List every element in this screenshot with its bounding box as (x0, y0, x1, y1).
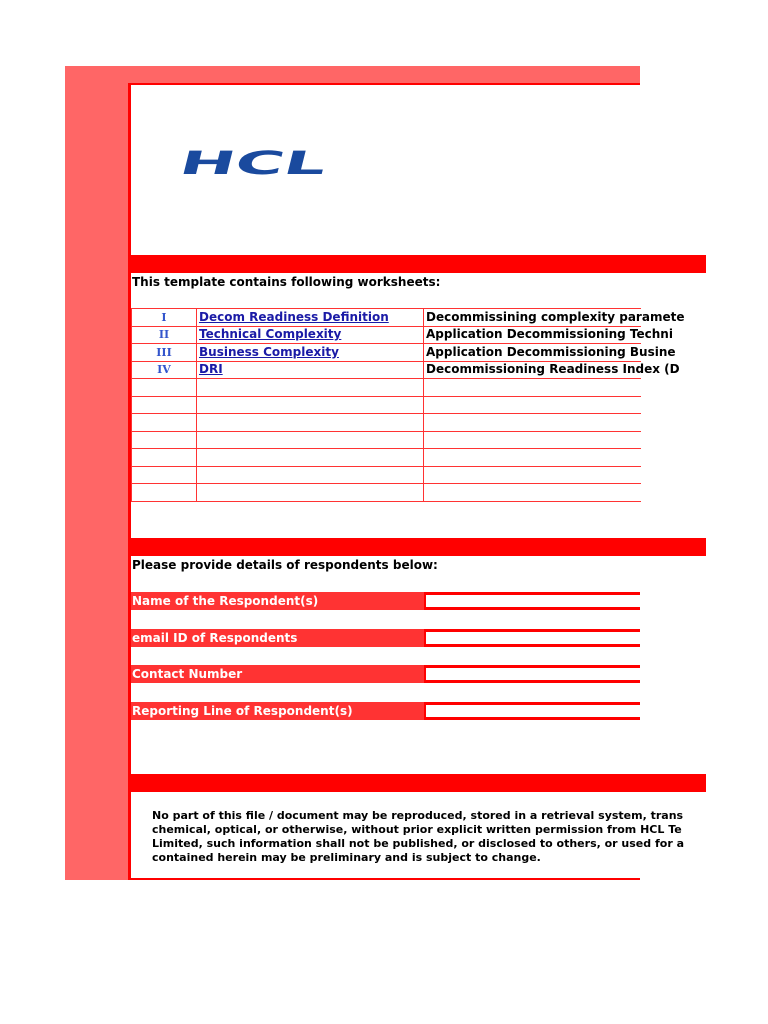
table-row (132, 431, 641, 449)
empty-cell[interactable] (424, 379, 641, 397)
worksheet-link-technical-complexity[interactable]: Technical Complexity (197, 326, 424, 344)
empty-cell[interactable] (132, 396, 197, 414)
empty-cell[interactable] (197, 449, 424, 467)
respondent-reporting-line-label: Reporting Line of Respondent(s) (131, 702, 424, 720)
empty-cell[interactable] (132, 466, 197, 484)
empty-cell[interactable] (197, 379, 424, 397)
worksheet-number: IV (132, 361, 197, 379)
table-row (132, 414, 641, 432)
table-row (132, 396, 641, 414)
worksheets-intro: This template contains following worksheets: (132, 275, 441, 289)
worksheet-link-decom-readiness[interactable]: Decom Readiness Definition (197, 309, 424, 327)
respondent-contact-input[interactable] (424, 665, 640, 683)
section-band-1 (131, 255, 706, 273)
empty-cell[interactable] (424, 414, 641, 432)
empty-cell[interactable] (132, 484, 197, 502)
respondents-intro: Please provide details of respondents below: (132, 558, 438, 572)
worksheet-link-business-complexity[interactable]: Business Complexity (197, 344, 424, 362)
table-row (132, 344, 641, 362)
table-row (132, 361, 641, 379)
worksheet-number: III (132, 344, 197, 362)
section-band-3 (131, 774, 706, 792)
worksheet-table (131, 308, 685, 502)
worksheet-number: I (132, 309, 197, 327)
worksheet-description: Application Decommissioning Techni (424, 326, 641, 344)
table-row (132, 309, 641, 327)
sheet-bottom-border (128, 878, 640, 880)
empty-cell[interactable] (132, 431, 197, 449)
table-row (132, 484, 641, 502)
empty-cell[interactable] (132, 449, 197, 467)
disclaimer-text: No part of this file / document may be reproduced, stored in a retrieval system, trans chemical, optical, or otherwise, without prior explicit written permission from HCL Te Limited, such information shall not be published, or disclosed to others, or used for a contained herein may be preliminary and is subject to change. (152, 809, 684, 864)
empty-cell[interactable] (197, 431, 424, 449)
respondent-email-input[interactable] (424, 629, 640, 647)
worksheet-number: II (132, 326, 197, 344)
empty-cell[interactable] (197, 396, 424, 414)
empty-cell[interactable] (197, 484, 424, 502)
empty-cell[interactable] (424, 484, 641, 502)
table-row (132, 449, 641, 467)
respondent-contact-label: Contact Number (131, 665, 424, 683)
empty-cell[interactable] (132, 379, 197, 397)
worksheet-description: Decommissioning Readiness Index (D (424, 361, 641, 379)
empty-cell[interactable] (132, 414, 197, 432)
empty-cell[interactable] (424, 396, 641, 414)
empty-cell[interactable] (424, 431, 641, 449)
table-row (132, 379, 641, 397)
empty-cell[interactable] (197, 414, 424, 432)
hcl-logo (175, 144, 330, 182)
hcl-logo-text: HCL (175, 144, 256, 182)
respondent-name-label: Name of the Respondent(s) (131, 592, 424, 610)
respondent-name-input[interactable] (424, 592, 640, 610)
respondent-email-label: email ID of Respondents (131, 629, 424, 647)
empty-cell[interactable] (197, 466, 424, 484)
respondent-reporting-line-input[interactable] (424, 702, 640, 720)
worksheet-description: Application Decommissioning Busine (424, 344, 641, 362)
worksheet-description: Decommissining complexity paramete (424, 309, 641, 327)
empty-cell[interactable] (424, 449, 641, 467)
empty-cell[interactable] (424, 466, 641, 484)
section-band-2 (131, 538, 706, 556)
worksheet-link-dri[interactable]: DRI (197, 361, 424, 379)
table-row (132, 326, 641, 344)
table-row (132, 466, 641, 484)
